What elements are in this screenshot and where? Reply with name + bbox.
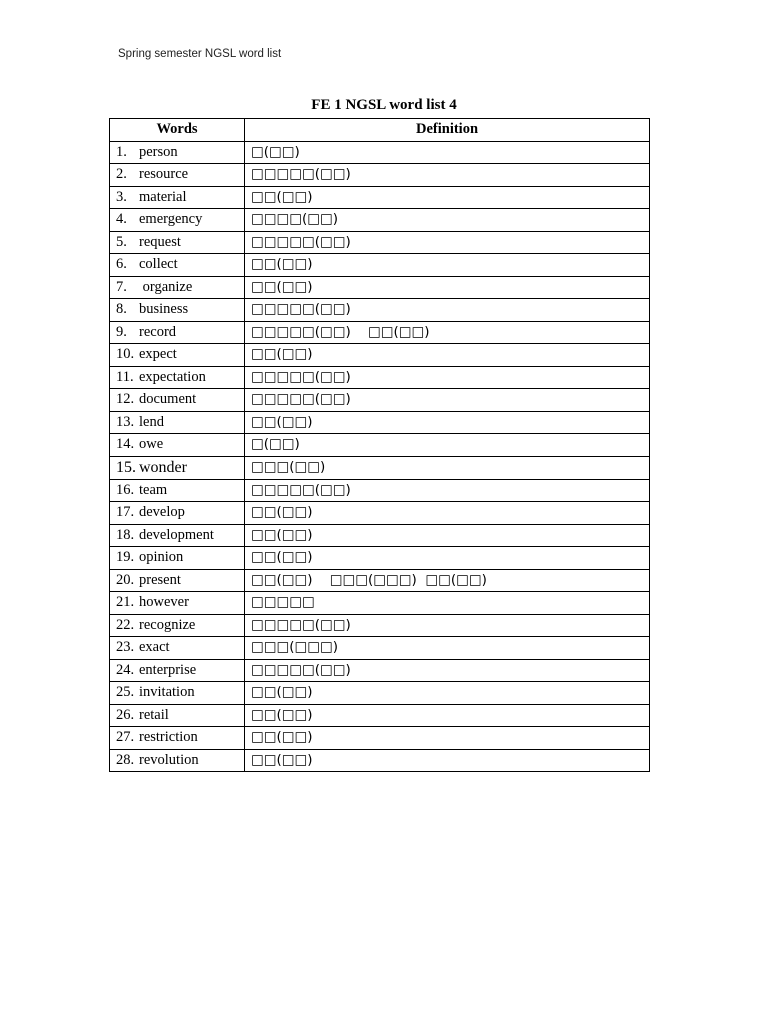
word-text: expect: [139, 346, 177, 363]
definition-cell: □□(□□): [245, 344, 650, 367]
table-row: [110, 749, 650, 772]
word-cell: [110, 569, 245, 592]
word-number: 25.: [116, 684, 135, 701]
definition-cell: □□(□□): [245, 524, 650, 547]
word-text: revolution: [139, 751, 199, 768]
table-row: [110, 321, 650, 344]
word-text: team: [139, 481, 168, 498]
word-number: 10.: [116, 346, 135, 363]
word-text: present: [139, 571, 181, 588]
word-number: 1.: [116, 143, 127, 160]
word-number: 16.: [116, 481, 135, 498]
word-text: retail: [139, 706, 169, 723]
definition-cell: □□(□□): [245, 682, 650, 705]
definition-cell: □□□(□□): [245, 456, 650, 479]
table-row: [110, 411, 650, 434]
word-text: expectation: [139, 368, 206, 385]
table-row: [110, 614, 650, 637]
table-row: [110, 659, 650, 682]
word-number: 26.: [116, 706, 135, 723]
table-row: [110, 254, 650, 277]
word-cell: [110, 637, 245, 660]
table-row: [110, 637, 650, 660]
word-cell: [110, 231, 245, 254]
word-cell: [110, 502, 245, 525]
word-number: 18.: [116, 526, 135, 543]
word-text: enterprise: [139, 661, 197, 678]
word-cell: [110, 411, 245, 434]
word-cell: [110, 276, 245, 299]
word-text: business: [139, 301, 189, 318]
word-cell: [110, 592, 245, 615]
word-cell: [110, 434, 245, 457]
word-text: recognize: [139, 616, 196, 633]
word-number: 13.: [116, 413, 135, 430]
word-text: person: [139, 143, 178, 160]
word-number: 4.: [116, 211, 127, 228]
table-row: [110, 727, 650, 750]
word-cell: [110, 682, 245, 705]
word-text: emergency: [139, 211, 203, 228]
table-row: [110, 569, 650, 592]
document-title: FE 1 NGSL word list 4: [311, 97, 457, 113]
column-header-definition: Definition: [245, 119, 650, 142]
definition-cell: □(□□): [245, 434, 650, 457]
word-cell: [110, 547, 245, 570]
table-row: [110, 141, 650, 164]
table-row: [110, 524, 650, 547]
word-number: 21.: [116, 594, 135, 611]
word-text: develop: [139, 504, 185, 521]
word-text: lend: [139, 413, 164, 430]
definition-cell: □□□□□(□□): [245, 231, 650, 254]
word-cell: [110, 614, 245, 637]
word-cell: [110, 749, 245, 772]
word-text: exact: [139, 639, 170, 656]
definition-cell: □□□□□(□□): [245, 299, 650, 322]
table-row: [110, 682, 650, 705]
definition-cell: □□□(□□□): [245, 637, 650, 660]
word-number: 28.: [116, 751, 135, 768]
word-cell: [110, 209, 245, 232]
definition-cell: □□(□□) □□□(□□□) □□(□□): [245, 569, 650, 592]
word-number: 12.: [116, 391, 135, 408]
word-number: 20.: [116, 571, 135, 588]
word-text: invitation: [139, 684, 195, 701]
definition-cell: □□□□□(□□): [245, 479, 650, 502]
definition-cell: □□□□□(□□): [245, 164, 650, 187]
definition-cell: □□□□□(□□) □□(□□): [245, 321, 650, 344]
word-number: 17.: [116, 504, 135, 521]
table-row: [110, 592, 650, 615]
table-row: [110, 434, 650, 457]
word-number: 14.: [116, 436, 135, 453]
word-number: 27.: [116, 729, 135, 746]
word-cell: [110, 524, 245, 547]
word-number: 6.: [116, 256, 127, 273]
table-row: [110, 456, 650, 479]
word-cell: [110, 389, 245, 412]
table-row: [110, 389, 650, 412]
table-row: [110, 366, 650, 389]
table-row: [110, 299, 650, 322]
word-text: request: [139, 233, 181, 250]
word-cell: [110, 164, 245, 187]
definition-cell: □□(□□): [245, 186, 650, 209]
word-number: 5.: [116, 233, 127, 250]
word-text: collect: [139, 256, 178, 273]
word-cell: [110, 479, 245, 502]
word-text: record: [139, 323, 177, 340]
word-cell: [110, 254, 245, 277]
table-row: [110, 164, 650, 187]
word-number: 19.: [116, 549, 135, 566]
table-row: [110, 704, 650, 727]
definition-cell: □□(□□): [245, 254, 650, 277]
table-header-row: [110, 119, 650, 142]
word-cell: [110, 141, 245, 164]
word-number: 8.: [116, 301, 127, 318]
word-text: owe: [139, 436, 164, 453]
word-text: development: [139, 526, 214, 543]
word-cell: [110, 321, 245, 344]
definition-cell: □□(□□): [245, 749, 650, 772]
word-text: document: [139, 391, 197, 408]
definition-cell: □□(□□): [245, 547, 650, 570]
definition-cell: □□(□□): [245, 704, 650, 727]
column-header-words: Words: [110, 119, 245, 142]
word-number: 2.: [116, 166, 127, 183]
word-cell: [110, 344, 245, 367]
word-text: organize: [139, 278, 193, 295]
word-cell: [110, 186, 245, 209]
table-row: [110, 344, 650, 367]
word-cell: [110, 659, 245, 682]
table-row: [110, 186, 650, 209]
definition-cell: □□(□□): [245, 411, 650, 434]
word-text: material: [139, 188, 187, 205]
word-cell: [110, 366, 245, 389]
word-text: restriction: [139, 729, 198, 746]
word-number: 24.: [116, 661, 135, 678]
definition-cell: □□(□□): [245, 727, 650, 750]
definition-cell: □□□□□(□□): [245, 366, 650, 389]
word-text: resource: [139, 166, 189, 183]
word-list-table: [109, 118, 650, 772]
table-row: [110, 547, 650, 570]
word-cell: [110, 727, 245, 750]
word-text: however: [139, 594, 189, 611]
table-row: [110, 502, 650, 525]
definition-cell: □(□□): [245, 141, 650, 164]
word-number: 3.: [116, 188, 127, 205]
word-text: opinion: [139, 549, 184, 566]
definition-cell: □□□□(□□): [245, 209, 650, 232]
definition-cell: □□□□□: [245, 592, 650, 615]
word-number: 11.: [116, 368, 134, 385]
table-row: [110, 209, 650, 232]
word-number: 9.: [116, 323, 127, 340]
word-number: 15.: [116, 458, 136, 476]
definition-cell: □□(□□): [245, 502, 650, 525]
word-cell: [110, 299, 245, 322]
word-number: 23.: [116, 639, 135, 656]
word-cell: [110, 456, 245, 479]
table-row: [110, 276, 650, 299]
definition-cell: □□□□□(□□): [245, 659, 650, 682]
definition-cell: □□(□□): [245, 276, 650, 299]
definition-cell: □□□□□(□□): [245, 614, 650, 637]
word-cell: [110, 704, 245, 727]
word-number: 7.: [116, 278, 127, 295]
definition-cell: □□□□□(□□): [245, 389, 650, 412]
page-header: Spring semester NGSL word list: [118, 48, 282, 60]
word-number: 22.: [116, 616, 135, 633]
table-row: [110, 479, 650, 502]
word-text: wonder: [139, 458, 187, 476]
table-row: [110, 231, 650, 254]
